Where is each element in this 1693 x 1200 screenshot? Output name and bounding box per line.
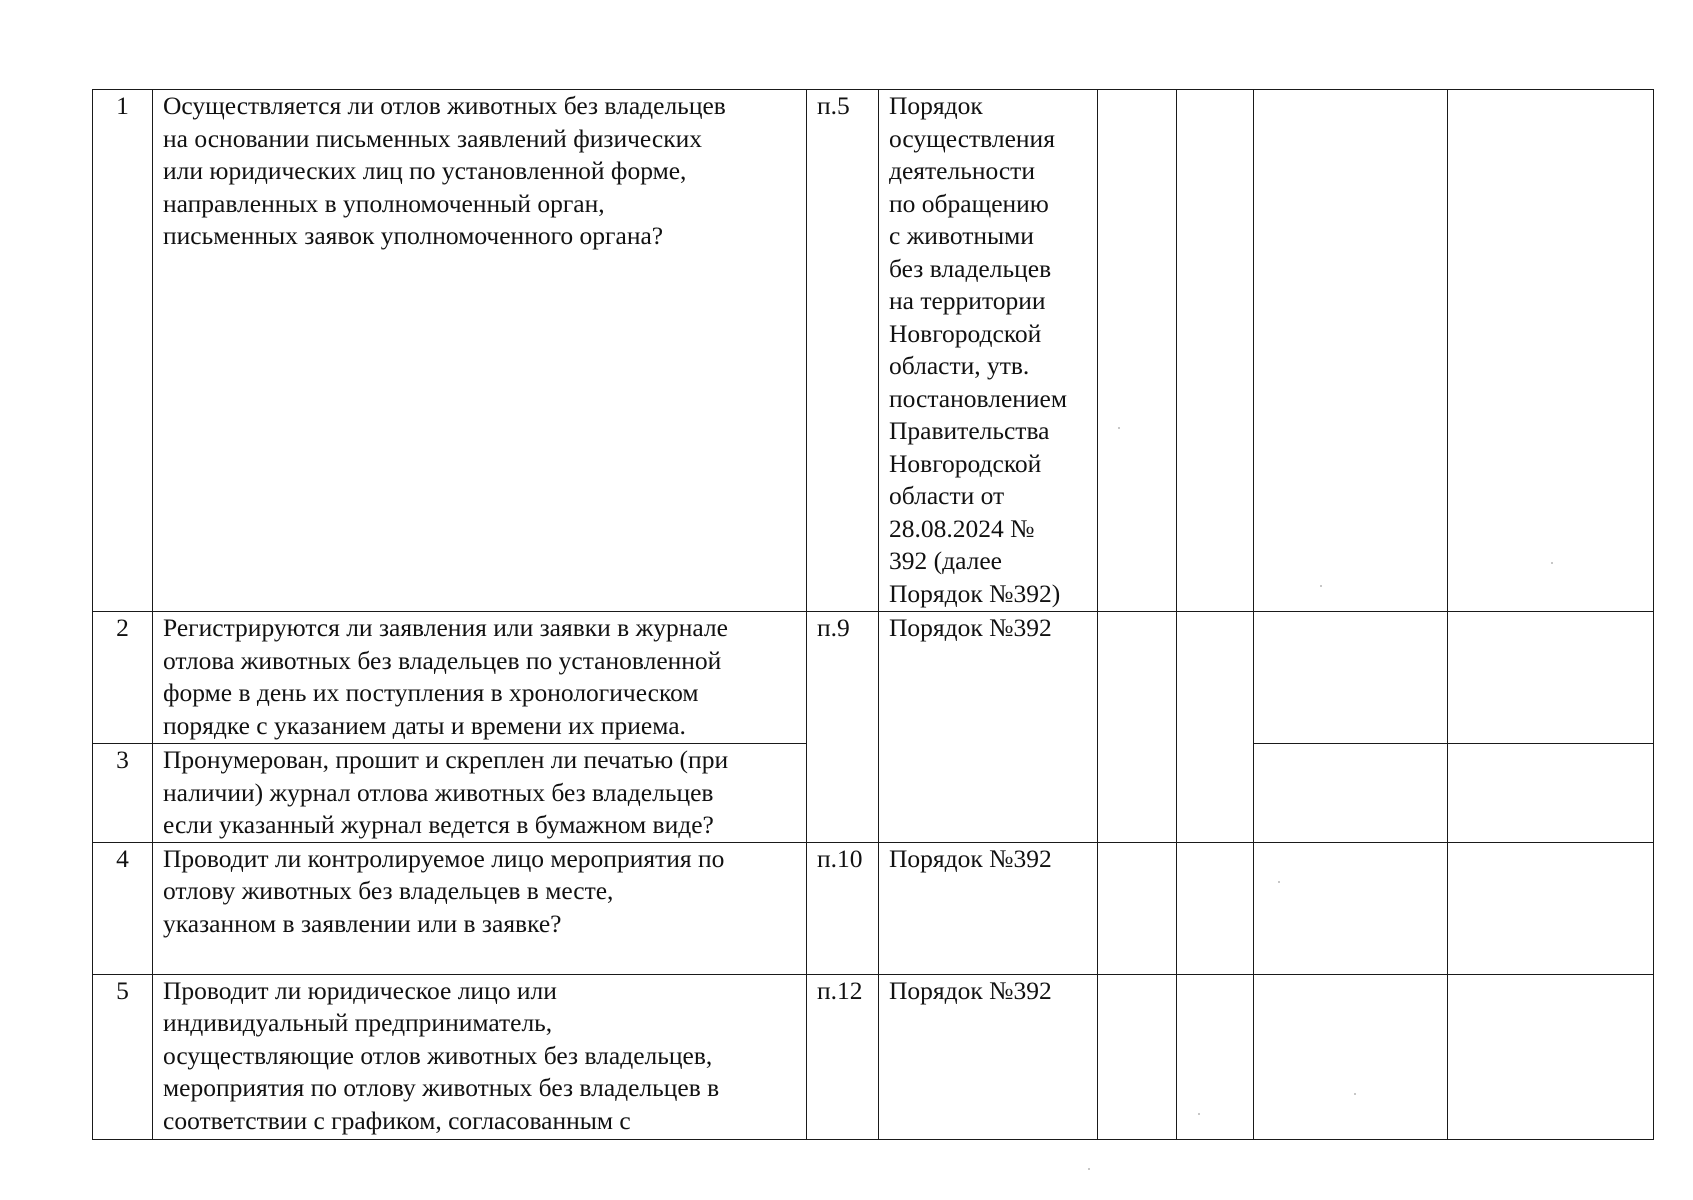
- comment-cell: [1448, 974, 1654, 1139]
- comment-cell: [1448, 842, 1654, 974]
- answer-yes-cell: [1098, 90, 1177, 612]
- row-number: 4: [93, 842, 153, 974]
- not-applicable-cell: [1254, 90, 1448, 612]
- requirement-question: Пронумерован, прошит и скреплен ли печатью (при наличии) журнал отлова животных без владельцев если указанный журнал ведется в бумажном виде?: [153, 744, 807, 843]
- requirement-question: Регистрируются ли заявления или заявки в журнале отлова животных без владельцев по установленной форме в день их поступления в хронологическом порядке с указанием даты и времени их приема.: [153, 612, 807, 744]
- row-number: 3: [93, 744, 153, 843]
- scan-speck: [1088, 1168, 1090, 1170]
- legal-act-reference: Порядок №392: [879, 974, 1098, 1139]
- clause-reference: п.10: [807, 842, 879, 974]
- not-applicable-cell: [1254, 842, 1448, 974]
- answer-no-cell: [1177, 612, 1254, 843]
- scan-speck: [1320, 585, 1322, 587]
- comment-cell: [1448, 612, 1654, 744]
- table-row: [93, 612, 1654, 744]
- table-row: [93, 974, 1654, 1139]
- row-number: 5: [93, 974, 153, 1139]
- answer-no-cell: [1177, 842, 1254, 974]
- table-row: [93, 90, 1654, 612]
- answer-yes-cell: [1098, 842, 1177, 974]
- requirement-question: Осуществляется ли отлов животных без владельцев на основании письменных заявлений физических или юридических лиц по установленной форме, направленных в уполномоченный орган, письменных заявок уполномоченного органа?: [153, 90, 807, 612]
- table-row: [93, 842, 1654, 974]
- row-number: 1: [93, 90, 153, 612]
- legal-act-reference: Порядок осуществления деятельности по обращению с животными без владельцев на территории Новгородской области, утв. постановлением Правительства Новгородской области от 28.08.2024 № 392 (далее Порядок №392): [879, 90, 1098, 612]
- not-applicable-cell: [1254, 744, 1448, 843]
- legal-act-reference: Порядок №392: [879, 612, 1098, 843]
- clause-reference: п.12: [807, 974, 879, 1139]
- answer-no-cell: [1177, 974, 1254, 1139]
- not-applicable-cell: [1254, 974, 1448, 1139]
- answer-yes-cell: [1098, 974, 1177, 1139]
- clause-reference: п.9: [807, 612, 879, 843]
- not-applicable-cell: [1254, 612, 1448, 744]
- scan-speck: [1551, 562, 1553, 564]
- requirement-question: Проводит ли юридическое лицо или индивидуальный предприниматель, осуществляющие отлов животных без владельцев, мероприятия по отлову животных без владельцев в соответствии с графиком, согласованным с: [153, 974, 807, 1139]
- scan-speck: [1354, 1093, 1356, 1095]
- scan-speck: [1118, 427, 1120, 429]
- clause-reference: п.5: [807, 90, 879, 612]
- answer-no-cell: [1177, 90, 1254, 612]
- row-number: 2: [93, 612, 153, 744]
- comment-cell: [1448, 90, 1654, 612]
- checklist-table: [92, 89, 1654, 1140]
- legal-act-reference: Порядок №392: [879, 842, 1098, 974]
- requirement-question: Проводит ли контролируемое лицо мероприятия по отлову животных без владельцев в месте, указанном в заявлении или в заявке?: [153, 842, 807, 974]
- scan-speck: [1198, 1113, 1200, 1115]
- comment-cell: [1448, 744, 1654, 843]
- scan-speck: [1278, 881, 1280, 883]
- answer-yes-cell: [1098, 612, 1177, 843]
